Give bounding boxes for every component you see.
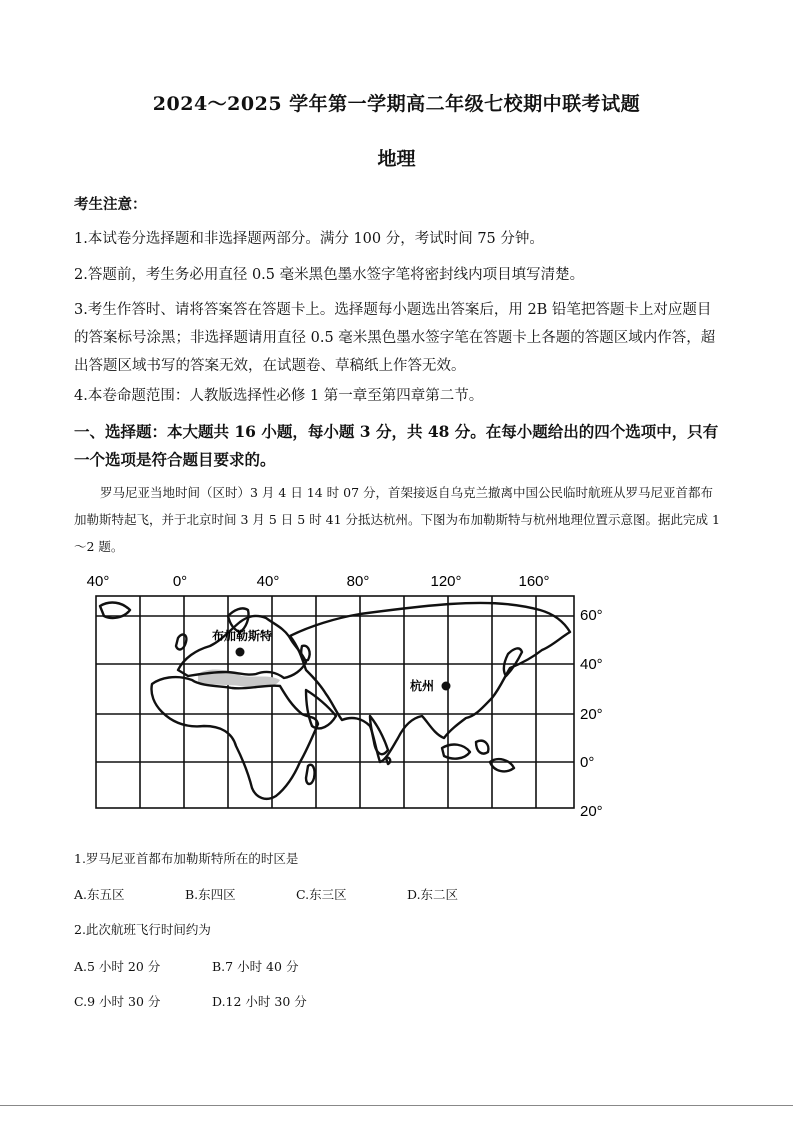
option-d[interactable]: D.12 小时 30 分 <box>212 994 307 1009</box>
notice-item-1: 1.本试卷分选择题和非选择题两部分。满分 100 分，考试时间 75 分钟。 <box>74 231 544 247</box>
subject-title: 地理 <box>377 148 416 170</box>
option-a[interactable]: A.5 小时 20 分 <box>74 959 161 974</box>
notice-item-4: 4.本卷命题范围：人教版选择性必修 1 第一章至第四章第二节。 <box>74 388 484 404</box>
notice-item-3: 3.考生作答时、请将答案答在答题卡上。选择题每小题选出答案后，用 2B 铅笔把答题卡上对应题目的答案标号涂黑；非选择题请用直径 0.5 毫米黑色墨水签字笔在答题卡上各题的答题区域内作答，超出答题区域书写的答案无效，在试题卷、草稿纸上作答无效。 <box>74 302 716 374</box>
option-a[interactable]: A.东五区 <box>74 887 125 902</box>
page-divider <box>0 1105 793 1106</box>
hangzhou-label: 杭州 <box>410 679 435 693</box>
lon-label: 40° <box>256 573 280 590</box>
coastlines <box>100 603 570 799</box>
lon-label: 0° <box>172 573 188 590</box>
lat-label: 20° <box>580 803 603 820</box>
option-c[interactable]: C.东三区 <box>296 887 347 902</box>
bucharest-marker <box>236 648 245 657</box>
option-b[interactable]: B.7 小时 40 分 <box>212 959 299 974</box>
question-intro: 罗马尼亚当地时间（区时）3 月 4 日 14 时 07 分，首架接返自乌克兰撤离中国公民临时航班从罗马尼亚首都布加勒斯特起飞，并于北京时间 3 月 5 日 5 时 41 分抵达杭州。下图为布加勒斯特与杭州地理位置示意图。据此完成 1～2 题。 <box>74 485 720 554</box>
bucharest-label: 布加勒斯特 <box>212 629 273 643</box>
hangzhou-marker <box>442 682 451 691</box>
location-map <box>80 566 610 826</box>
question-1-stem: 1.罗马尼亚首都布加勒斯特所在的时区是 <box>74 851 299 866</box>
map-grid <box>96 596 574 808</box>
lon-label: 80° <box>346 573 370 590</box>
section-heading: 一、选择题：本大题共 16 小题，每小题 3 分，共 48 分。在每小题给出的四个选项中，只有一个选项是符合题目要求的。 <box>74 422 719 469</box>
notice-label: 考生注意： <box>74 196 147 213</box>
lon-label: 40° <box>86 573 110 590</box>
question-2-stem: 2.此次航班飞行时间约为 <box>74 922 211 937</box>
option-d[interactable]: D.东二区 <box>407 887 459 902</box>
option-c[interactable]: C.9 小时 30 分 <box>74 994 161 1009</box>
lat-label: 60° <box>580 607 603 624</box>
lon-label: 160° <box>518 573 550 590</box>
lat-label: 40° <box>580 656 603 673</box>
option-b[interactable]: B.东四区 <box>185 887 236 902</box>
lon-label: 120° <box>430 573 462 590</box>
lat-label: 20° <box>580 706 603 723</box>
page-title: 2024～2025 学年第一学期高二年级七校期中联考试题 <box>152 93 641 115</box>
notice-item-2: 2.答题前，考生务必用直径 0.5 毫米黑色墨水签字笔将密封线内项目填写清楚。 <box>74 267 585 283</box>
lat-label: 0° <box>580 754 595 771</box>
